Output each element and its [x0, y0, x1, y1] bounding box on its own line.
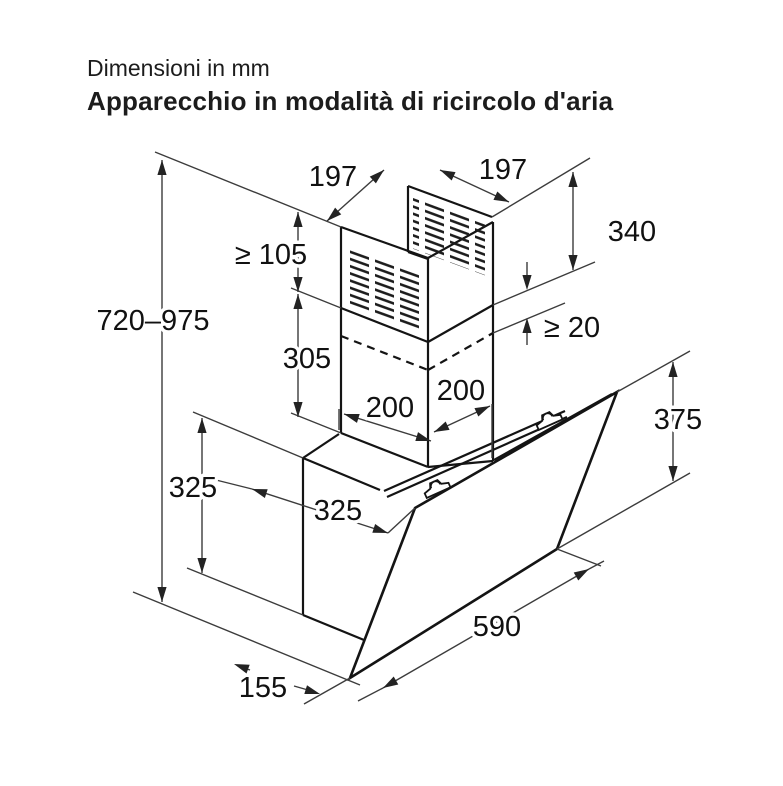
dim-label-chimney-depth: 197: [308, 161, 358, 193]
extension-lines: [133, 152, 690, 701]
dim-label-upper-min-extension: ≥ 105: [234, 239, 308, 271]
dim-label-body-bottom-depth: 155: [238, 672, 288, 704]
dim-label-wall-height-range: 720–975: [96, 305, 210, 337]
dim-label-chimney-width: 197: [478, 154, 528, 186]
page-title: Apparecchio in modalità di ricircolo d'aria: [87, 85, 614, 116]
louver-vent-left: [347, 249, 419, 332]
dim-label-duct-base-width: 200: [436, 375, 486, 407]
telescope-line: [341, 336, 428, 370]
chimney-duct: [341, 186, 493, 467]
dimension-labels: [97, 154, 703, 704]
dim-label-front-panel-height: 375: [653, 404, 703, 436]
glass-panel: [304, 392, 617, 704]
dim-label-duct-base-depth: 200: [365, 392, 415, 424]
dim-label-hood-width: 590: [472, 611, 522, 643]
dim-label-body-height: 325: [168, 472, 218, 504]
dim-label-lower-duct-height: 305: [282, 343, 332, 375]
units-note: Dimensioni in mm: [87, 55, 270, 81]
dim-label-upper-duct-height: 340: [607, 216, 657, 248]
dim-label-min-clearance: ≥ 20: [543, 312, 601, 344]
dim-label-body-depth: 325: [313, 495, 363, 527]
